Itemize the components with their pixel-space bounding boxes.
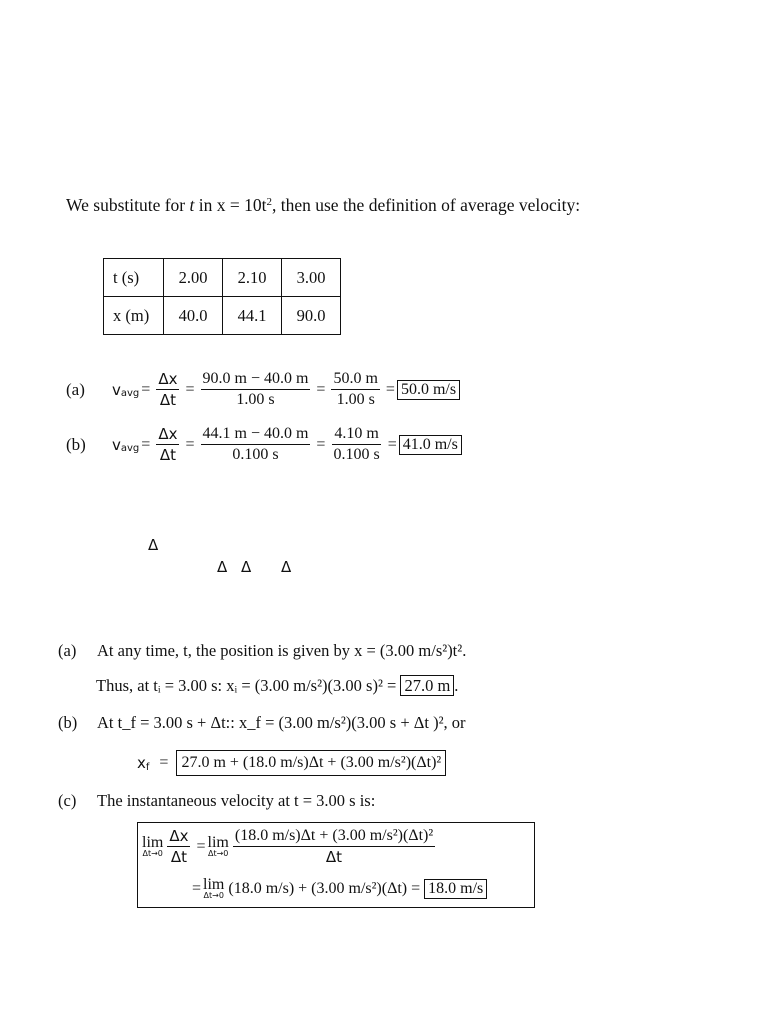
intro-formula: x = 10t bbox=[216, 195, 267, 215]
lim-text: lim bbox=[142, 834, 164, 851]
numerator: Δx bbox=[158, 370, 178, 388]
delta-fraction bbox=[156, 425, 179, 464]
denominator: 1.00 s bbox=[336, 391, 375, 408]
numerator: 90.0 m − 40.0 m bbox=[201, 370, 311, 390]
limit-operator bbox=[203, 877, 224, 900]
v-subscript: avg bbox=[120, 443, 140, 454]
limit-operator bbox=[208, 835, 229, 858]
lim-subscript: Δt→0 bbox=[142, 849, 163, 858]
part-b-label: (b) bbox=[58, 713, 78, 732]
limit-box bbox=[137, 822, 535, 908]
limit-operator bbox=[142, 835, 163, 858]
limit-line-2 bbox=[190, 877, 487, 900]
period: . bbox=[454, 676, 459, 695]
limit-line-1 bbox=[142, 827, 439, 866]
equals-sign: = bbox=[316, 435, 326, 453]
table-cell: 2.00 bbox=[164, 259, 223, 297]
lim-subscript: Δt→0 bbox=[203, 891, 224, 900]
result-fraction bbox=[331, 370, 379, 409]
stray-delta: Δ bbox=[148, 536, 159, 554]
equals-sign: = bbox=[192, 879, 202, 897]
numerator: 50.0 m bbox=[331, 370, 379, 390]
equals-sign: = bbox=[196, 837, 206, 855]
table-cell: 90.0 bbox=[282, 297, 341, 335]
numerator: 4.10 m bbox=[332, 425, 380, 445]
equals-sign: = bbox=[185, 380, 195, 398]
v-symbol: v bbox=[112, 380, 121, 399]
stray-delta: Δ bbox=[217, 558, 228, 576]
x-symbol: x bbox=[137, 754, 146, 772]
stray-delta: Δ bbox=[281, 558, 292, 576]
position-table bbox=[103, 258, 341, 335]
part-b-result bbox=[137, 750, 446, 776]
x-subscript: f bbox=[145, 761, 150, 773]
table-row bbox=[104, 297, 341, 335]
equals-sign: = bbox=[387, 435, 397, 453]
equation-a bbox=[66, 370, 460, 409]
answer-box-part-c: 18.0 m/s bbox=[424, 879, 487, 899]
denominator: Δt bbox=[159, 446, 176, 464]
intro-text-2: in bbox=[194, 195, 217, 215]
equation-a-label: (a) bbox=[66, 379, 85, 399]
value-fraction bbox=[201, 425, 311, 464]
table-cell: 40.0 bbox=[164, 297, 223, 335]
equals-sign: = bbox=[385, 380, 395, 398]
intro-text-1: We substitute for bbox=[66, 195, 190, 215]
part-b-line1 bbox=[58, 712, 466, 734]
table-header: x (m) bbox=[104, 297, 164, 335]
part-c-label: (c) bbox=[58, 791, 77, 810]
part-c-text: The instantaneous velocity at t = 3.00 s is: bbox=[97, 791, 376, 810]
part-c-line1 bbox=[58, 790, 375, 812]
part-b-text: At t_f = 3.00 s + Δt:: x_f = (3.00 m/s²)(3.00 s + Δt )², or bbox=[97, 713, 466, 732]
limit-fraction bbox=[233, 827, 435, 866]
v-symbol: v bbox=[112, 435, 121, 454]
equals-sign: = bbox=[141, 435, 151, 453]
denominator: Δt bbox=[159, 391, 176, 409]
limit-line-2-text: (18.0 m/s) + (3.00 m/s²)(Δt) = bbox=[228, 879, 421, 897]
numerator: Δx bbox=[158, 425, 178, 443]
equals-sign: = bbox=[141, 380, 151, 398]
denominator: 0.100 s bbox=[333, 446, 380, 463]
answer-box-b: 41.0 m/s bbox=[399, 435, 462, 455]
part-a-line2-text: Thus, at tᵢ = 3.00 s: xᵢ = (3.00 m/s²)(3.00 s)² = bbox=[96, 676, 401, 695]
part-a-line1 bbox=[58, 640, 466, 662]
delta-fraction bbox=[156, 370, 179, 409]
v-subscript: avg bbox=[120, 388, 140, 399]
numerator: (18.0 m/s)Δt + (3.00 m/s²)(Δt)² bbox=[233, 827, 435, 847]
answer-box-part-b: 27.0 m + (18.0 m/s)Δt + (3.00 m/s²)(Δt)² bbox=[176, 750, 446, 776]
equals-sign: = bbox=[316, 380, 326, 398]
delta-fraction bbox=[167, 827, 190, 866]
equation-b bbox=[66, 425, 462, 464]
table-header: t (s) bbox=[104, 259, 164, 297]
numerator: Δx bbox=[169, 827, 189, 845]
result-fraction bbox=[331, 425, 381, 464]
answer-box-a: 50.0 m/s bbox=[397, 380, 460, 400]
part-a-text: At any time, t, the position is given by x = (3.00 m/s²)t². bbox=[97, 641, 467, 660]
lim-subscript: Δt→0 bbox=[207, 849, 229, 858]
intro-var-t: t bbox=[189, 195, 195, 215]
equals-sign: = bbox=[159, 754, 169, 771]
denominator: 0.100 s bbox=[232, 446, 279, 463]
lim-text: lim bbox=[207, 834, 229, 851]
denominator: Δt bbox=[170, 848, 187, 866]
answer-box-part-a: 27.0 m bbox=[400, 675, 454, 696]
stray-delta: Δ bbox=[241, 558, 252, 576]
intro-exponent: 2 bbox=[266, 196, 272, 208]
value-fraction bbox=[201, 370, 311, 409]
equals-sign: = bbox=[185, 435, 195, 453]
numerator: 44.1 m − 40.0 m bbox=[201, 425, 311, 445]
table-row bbox=[104, 259, 341, 297]
intro-text bbox=[66, 194, 586, 217]
intro-text-3: , then use the definition of average velocity: bbox=[271, 195, 581, 215]
part-a-label: (a) bbox=[58, 641, 77, 660]
denominator: Δt bbox=[325, 848, 343, 866]
equation-b-label: (b) bbox=[66, 434, 86, 454]
table-cell: 2.10 bbox=[223, 259, 282, 297]
table-cell: 3.00 bbox=[282, 259, 341, 297]
lim-text: lim bbox=[203, 876, 225, 893]
table-cell: 44.1 bbox=[223, 297, 282, 335]
denominator: 1.00 s bbox=[236, 391, 275, 408]
part-a-line2 bbox=[96, 675, 458, 697]
